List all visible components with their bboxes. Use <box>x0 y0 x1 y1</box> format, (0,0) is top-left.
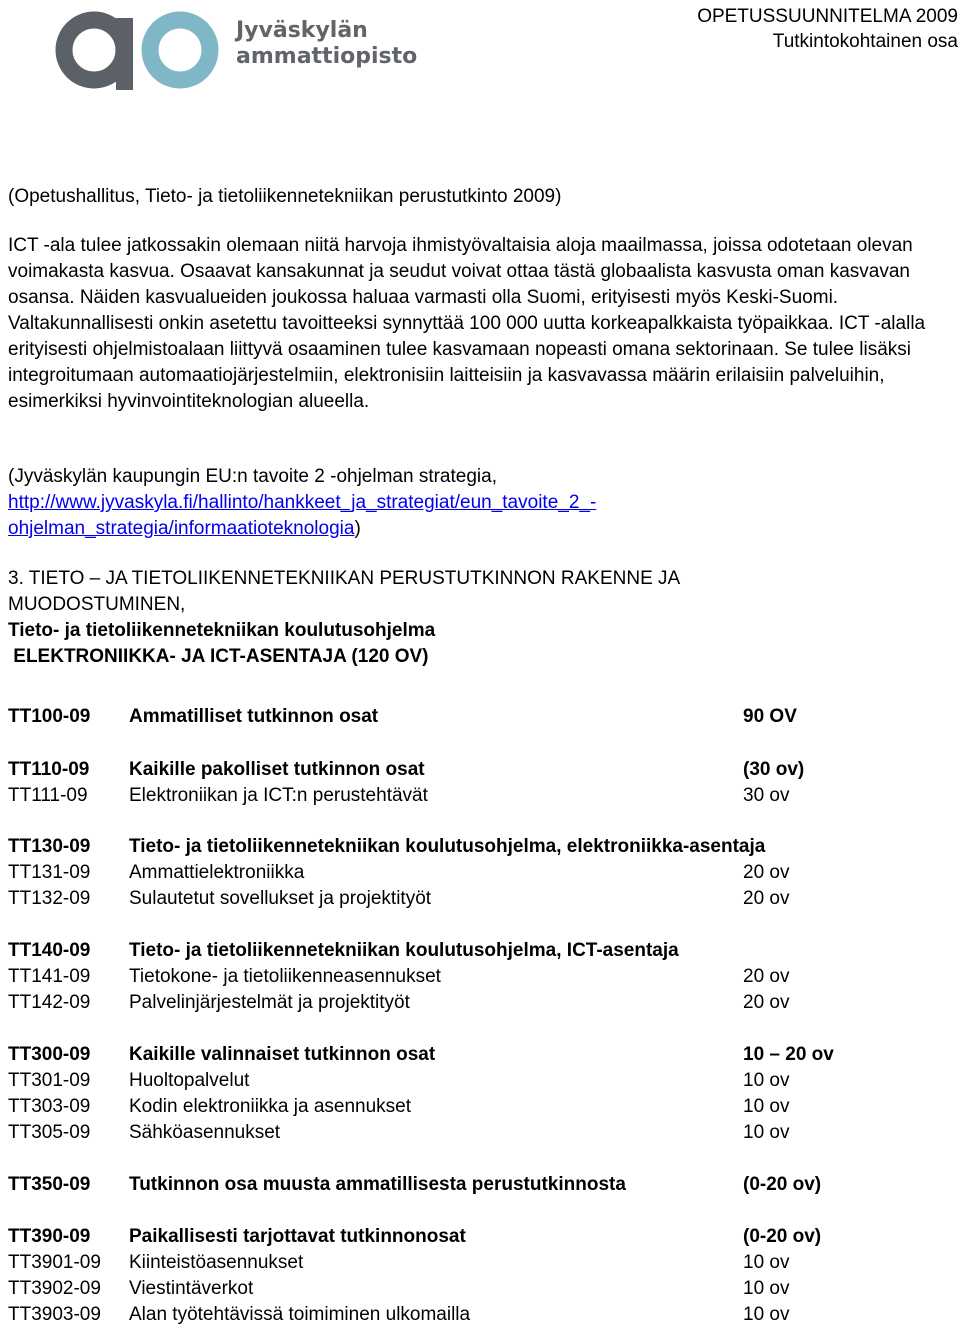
row-code: TT305-09 <box>8 1122 91 1143</box>
school-logo <box>50 0 430 95</box>
row-amount: 10 ov <box>743 1122 790 1143</box>
row-name: Tietokone- ja tietoliikenneasennukset <box>129 966 441 987</box>
row-code: TT142-09 <box>8 992 91 1013</box>
city-strategy-reference <box>8 464 958 542</box>
logo-line-1: Jyväskylän <box>236 18 368 43</box>
row-code: TT131-09 <box>8 862 91 883</box>
table-row <box>8 938 958 964</box>
qualification-title: ELEKTRONIIKKA- JA ICT-ASENTAJA (120 OV) <box>8 646 429 667</box>
row-name: Kaikille valinnaiset tutkinnon osat <box>129 1044 436 1065</box>
strategy-link[interactable]: http://www.jyvaskyla.fi/hallinto/hankkeet_ja_strategiat/eun_tavoite_2_- ohjelman_strategia/informaatioteknologia <box>8 492 597 539</box>
source-note: (Opetushallitus, Tieto- ja tietoliikennetekniikan perustutkinto 2009) <box>8 186 562 207</box>
ao-logo-mark <box>50 0 230 95</box>
row-name: Huoltopalvelut <box>129 1070 250 1091</box>
row-code: TT132-09 <box>8 888 91 909</box>
row-code: TT111-09 <box>8 785 88 806</box>
row-code: TT390-09 <box>8 1226 91 1247</box>
table-row <box>8 1120 958 1146</box>
table-row <box>8 704 958 730</box>
table-row <box>8 1224 958 1250</box>
row-name: Kaikille pakolliset tutkinnon osat <box>129 759 425 780</box>
row-name: Palvelinjärjestelmät ja projektityöt <box>129 992 410 1013</box>
row-amount: 10 ov <box>743 1070 790 1091</box>
table-row <box>8 1276 958 1302</box>
row-amount: (30 ov) <box>743 759 805 780</box>
row-amount: 10 ov <box>743 1304 790 1325</box>
logo-line-2: ammattiopisto <box>236 44 418 69</box>
city-reference-close: ) <box>354 518 361 539</box>
header-subtitle: Tutkintokohtainen osa <box>772 31 958 52</box>
table-row <box>8 1094 958 1120</box>
row-name: Viestintäverkot <box>129 1278 254 1299</box>
row-name: Sähköasennukset <box>129 1122 281 1143</box>
table-row <box>8 990 958 1016</box>
row-name: Ammattielektroniikka <box>129 862 305 883</box>
table-row <box>8 860 958 886</box>
row-code: TT110-09 <box>8 759 90 780</box>
row-code: TT303-09 <box>8 1096 91 1117</box>
row-code: TT140-09 <box>8 940 91 961</box>
row-name: Elektroniikan ja ICT:n perustehtävät <box>129 785 428 806</box>
table-row <box>8 783 958 809</box>
document-header <box>697 4 958 54</box>
row-code: TT301-09 <box>8 1070 91 1091</box>
row-name: Tieto- ja tietoliikennetekniikan koulutusohjelma, ICT-asentaja <box>129 940 679 961</box>
table-row <box>8 1172 958 1198</box>
programme-title: Tieto- ja tietoliikennetekniikan koulutusohjelma <box>8 620 436 641</box>
row-amount: 10 ov <box>743 1096 790 1117</box>
row-code: TT130-09 <box>8 836 91 857</box>
table-row <box>8 1042 958 1068</box>
section-heading <box>8 566 958 670</box>
row-code: TT3903-09 <box>8 1304 101 1325</box>
row-amount: 30 ov <box>743 785 790 806</box>
row-name: Kodin elektroniikka ja asennukset <box>129 1096 412 1117</box>
row-name: Paikallisesti tarjottavat tutkinnonosat <box>129 1226 466 1247</box>
row-name: Tutkinnon osa muusta ammatillisesta perustutkinnosta <box>129 1174 626 1195</box>
row-code: TT350-09 <box>8 1174 91 1195</box>
row-code: TT3902-09 <box>8 1278 101 1299</box>
row-amount: 10 ov <box>743 1252 790 1273</box>
table-row <box>8 757 958 783</box>
section-title-line-2: MUODOSTUMINEN, <box>8 594 186 615</box>
header-title: OPETUSSUUNNITELMA 2009 <box>697 6 958 27</box>
row-name: Sulautetut sovellukset ja projektityöt <box>129 888 432 909</box>
section-title-line-1: 3. TIETO – JA TIETOLIIKENNETEKNIIKAN PERUSTUTKINNON RAKENNE JA <box>8 568 681 589</box>
city-reference-text: (Jyväskylän kaupungin EU:n tavoite 2 -ohjelman strategia, <box>8 466 497 487</box>
row-amount: 20 ov <box>743 966 790 987</box>
table-row <box>8 1250 958 1276</box>
row-amount: 10 ov <box>743 1278 790 1299</box>
row-code: TT3901-09 <box>8 1252 101 1273</box>
row-name: Tieto- ja tietoliikennetekniikan koulutusohjelma, elektroniikka-asentaja <box>129 836 766 857</box>
table-row <box>8 886 958 912</box>
body-paragraph: ICT -ala tulee jatkossakin olemaan niitä harvoja ihmistyövaltaisia aloja maailmassa, joissa odotetaan olevan voimakasta kasvua. Osaavat kansakunnat ja seudut voivat ottaa tästä globaalista kasvusta oman kasvavan osansa. Näiden kasvualueiden joukossa haluaa varmasti olla Suomi, erityisesti myös Keski-Suomi. Valtakunnallisesti onkin asetettu tavoitteeksi synnyttää 100 000 uutta korkeapalkkaista työpaikkaa. ICT -alalla erityisesti ohjelmistoalaan liittyvä osaaminen tulee kasvamaan nopeasti omana sektorinaan. Se tulee lisäksi integroitumaan automaatiojärjestelmiin, elektronisiin laitteisiin ja kasvavassa määrin erilaisiin palveluihin, esimerkiksi hyvinvointiteknologian alueella. <box>8 235 926 412</box>
row-name: Ammatilliset tutkinnon osat <box>129 706 379 727</box>
row-amount: 10 – 20 ov <box>743 1044 834 1065</box>
row-amount: 20 ov <box>743 992 790 1013</box>
table-row <box>8 1068 958 1094</box>
row-code: TT141-09 <box>8 966 91 987</box>
row-name: Alan työtehtävissä toimiminen ulkomailla <box>129 1304 471 1325</box>
row-amount: 20 ov <box>743 888 790 909</box>
table-row <box>8 834 958 860</box>
table-row <box>8 1302 958 1328</box>
table-row <box>8 964 958 990</box>
row-code: TT100-09 <box>8 706 91 727</box>
row-code: TT300-09 <box>8 1044 91 1065</box>
logo-wordmark <box>236 18 417 70</box>
row-amount: (0-20 ov) <box>743 1174 822 1195</box>
row-amount: (0-20 ov) <box>743 1226 822 1247</box>
row-amount: 20 ov <box>743 862 790 883</box>
row-amount: 90 OV <box>743 706 797 727</box>
row-name: Kiinteistöasennukset <box>129 1252 304 1273</box>
